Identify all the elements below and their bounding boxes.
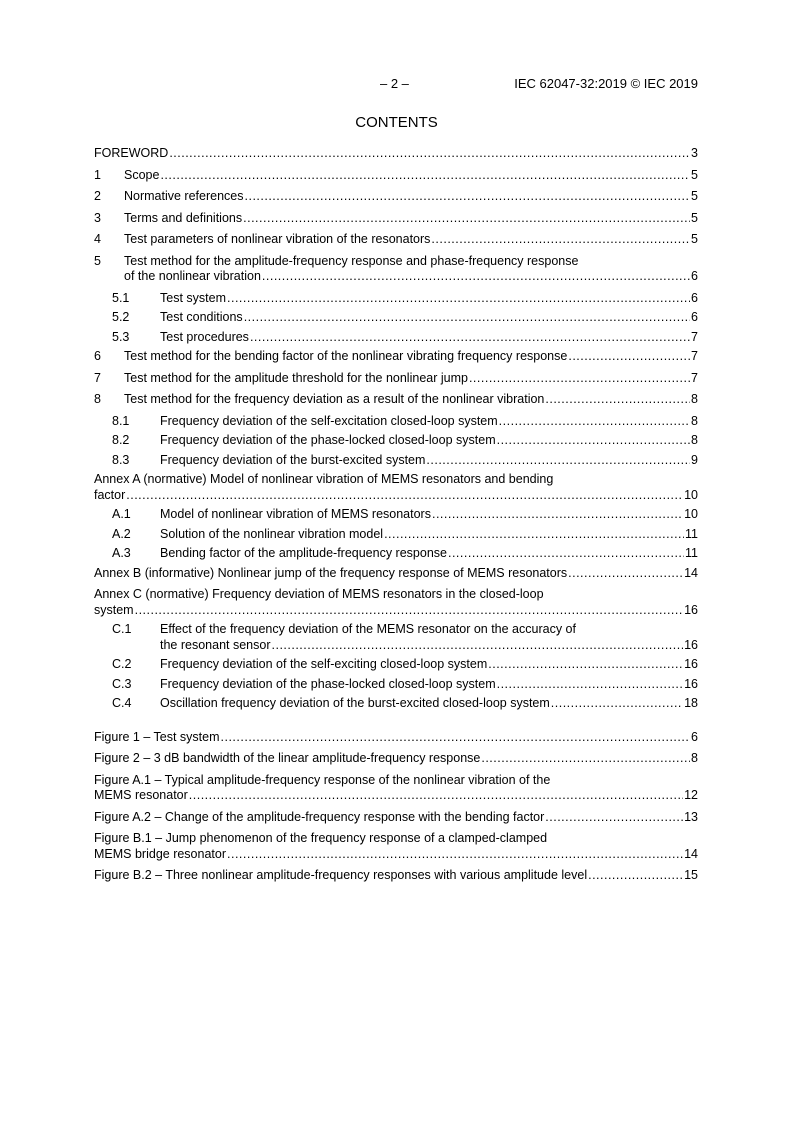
toc-number: C.1 bbox=[112, 622, 132, 636]
table-of-contents bbox=[94, 146, 698, 890]
toc-number: A.1 bbox=[112, 507, 131, 521]
toc-number: 5.1 bbox=[112, 290, 130, 305]
toc-figure-1[interactable]: Figure 1 – Test system ..... 6 bbox=[94, 730, 698, 746]
toc-entry-8-2[interactable]: 8.2 Frequency deviation of the phase-locked closed-loop system ..... 8 bbox=[94, 433, 698, 449]
toc-figure-a-2[interactable]: Figure A.2 – Change of the amplitude-frequency response with the bending factor ..... 13 bbox=[94, 810, 698, 826]
toc-entry-a-1[interactable]: A.1 Model of nonlinear vibration of MEMS resonators ..... 10 bbox=[94, 507, 698, 523]
toc-page: 8 bbox=[691, 751, 698, 765]
toc-figure-a-1[interactable]: Figure A.1 – Typical amplitude-frequency response of the nonlinear vibration of the MEMS resonator ..... 12 bbox=[94, 773, 698, 804]
toc-figure-b-2[interactable]: Figure B.2 – Three nonlinear amplitude-frequency responses with various amplitude level ..... 15 bbox=[94, 868, 698, 884]
toc-page: 8 bbox=[691, 392, 698, 406]
toc-number: 5 bbox=[94, 253, 101, 268]
toc-number: C.4 bbox=[112, 696, 132, 710]
toc-page: 6 bbox=[691, 290, 698, 305]
page-title: CONTENTS bbox=[355, 114, 438, 131]
toc-figure-2[interactable]: Figure 2 – 3 dB bandwidth of the linear amplitude-frequency response ..... 8 bbox=[94, 751, 698, 767]
toc-page: 16 bbox=[684, 676, 698, 691]
toc-number: 3 bbox=[94, 210, 101, 225]
toc-entry-3[interactable]: 3 Terms and definitions ..... 5 bbox=[94, 211, 698, 227]
toc-page: 15 bbox=[684, 868, 698, 882]
toc-page: 7 bbox=[691, 349, 698, 363]
toc-page: 14 bbox=[684, 565, 698, 580]
toc-page: 7 bbox=[691, 329, 698, 344]
toc-number: 5.3 bbox=[112, 329, 130, 344]
toc-page: 16 bbox=[684, 637, 698, 652]
toc-entry-c-2[interactable]: C.2 Frequency deviation of the self-exciting closed-loop system ..... 16 bbox=[94, 657, 698, 673]
toc-page: 11 bbox=[685, 526, 698, 541]
toc-number: 1 bbox=[94, 167, 101, 182]
toc-page: 6 bbox=[691, 310, 698, 324]
toc-number: 2 bbox=[94, 189, 101, 203]
toc-entry-a-2[interactable]: A.2 Solution of the nonlinear vibration model ..... 11 bbox=[94, 527, 698, 543]
toc-page: 11 bbox=[685, 546, 698, 560]
toc-page: 6 bbox=[691, 729, 698, 744]
toc-page: 8 bbox=[691, 433, 698, 447]
toc-number: 8 bbox=[94, 392, 101, 406]
toc-number: 7 bbox=[94, 370, 101, 385]
toc-number: A.3 bbox=[112, 546, 131, 560]
toc-number: 8.3 bbox=[112, 452, 130, 467]
toc-number: 8.2 bbox=[112, 433, 130, 447]
toc-entry-c-4[interactable]: C.4 Oscillation frequency deviation of the burst-excited closed-loop system ..... 18 bbox=[94, 696, 698, 712]
toc-entry-a-3[interactable]: A.3 Bending factor of the amplitude-frequency response ..... 11 bbox=[94, 546, 698, 562]
page-number: – 2 – bbox=[380, 76, 409, 91]
standard-reference: IEC 62047-32:2019 © IEC 2019 bbox=[514, 76, 698, 91]
toc-number: C.3 bbox=[112, 676, 132, 691]
toc-entry-annex-c[interactable]: Annex C (normative) Frequency deviation of MEMS resonators in the closed-loop system ..... 16 bbox=[94, 587, 698, 618]
toc-entry-annex-b[interactable]: Annex B (informative) Nonlinear jump of the frequency response of MEMS resonators ..... 14 bbox=[94, 566, 698, 582]
toc-number: 6 bbox=[94, 349, 101, 363]
toc-number: C.2 bbox=[112, 657, 132, 671]
toc-entry-8-1[interactable]: 8.1 Frequency deviation of the self-excitation closed-loop system ..... 8 bbox=[94, 414, 698, 430]
toc-figure-b-1[interactable]: Figure B.1 – Jump phenomenon of the frequency response of a clamped-clamped MEMS bridge resonator ..... 14 bbox=[94, 831, 698, 862]
toc-number: 5.2 bbox=[112, 310, 130, 324]
toc-entry-4[interactable]: 4 Test parameters of nonlinear vibration of the resonators ..... 5 bbox=[94, 232, 698, 248]
toc-entry-c-1[interactable]: C.1 Effect of the frequency deviation of the MEMS resonator on the accuracy of the resonant sensor ..... 16 bbox=[94, 622, 698, 653]
toc-page: 5 bbox=[691, 189, 698, 203]
toc-page: 7 bbox=[691, 370, 698, 385]
toc-entry-8-3[interactable]: 8.3 Frequency deviation of the burst-excited system ..... 9 bbox=[94, 453, 698, 469]
toc-page: 5 bbox=[691, 232, 698, 246]
toc-page: 5 bbox=[691, 167, 698, 182]
toc-page: 16 bbox=[684, 657, 698, 671]
toc-entry-5-2[interactable]: 5.2 Test conditions ..... 6 bbox=[94, 310, 698, 326]
toc-entry-6[interactable]: 6 Test method for the bending factor of the nonlinear vibrating frequency response ..... 7 bbox=[94, 349, 698, 365]
toc-page: 14 bbox=[684, 846, 698, 861]
toc-page: 18 bbox=[684, 696, 698, 710]
toc-entry-5-3[interactable]: 5.3 Test procedures ..... 7 bbox=[94, 330, 698, 346]
toc-page: 6 bbox=[691, 269, 698, 283]
toc-entry-8[interactable]: 8 Test method for the frequency deviation as a result of the nonlinear vibration ..... 8 bbox=[94, 392, 698, 408]
toc-entry-5[interactable]: 5 Test method for the amplitude-frequency response and phase-frequency response of the nonlinear vibration ..... 6 bbox=[94, 254, 698, 285]
toc-entry-foreword[interactable]: FOREWORD ..... 3 bbox=[94, 146, 698, 162]
toc-page: 12 bbox=[684, 788, 698, 802]
toc-entry-5-1[interactable]: 5.1 Test system ..... 6 bbox=[94, 291, 698, 307]
toc-number: 8.1 bbox=[112, 413, 130, 428]
toc-number: A.2 bbox=[112, 526, 131, 541]
toc-page: 8 bbox=[691, 413, 698, 428]
toc-entry-c-3[interactable]: C.3 Frequency deviation of the phase-locked closed-loop system ..... 16 bbox=[94, 677, 698, 693]
toc-page: 5 bbox=[691, 210, 698, 225]
toc-page: 10 bbox=[684, 507, 698, 521]
toc-entry-annex-a[interactable]: Annex A (normative) Model of nonlinear vibration of MEMS resonators and bending factor ..... 10 bbox=[94, 472, 698, 503]
toc-page: 13 bbox=[684, 809, 698, 824]
toc-entry-1[interactable]: 1 Scope ..... 5 bbox=[94, 168, 698, 184]
toc-page: 3 bbox=[691, 146, 698, 160]
toc-number: 4 bbox=[94, 232, 101, 246]
toc-page: 9 bbox=[691, 452, 698, 467]
toc-page: 16 bbox=[684, 602, 698, 617]
toc-entry-2[interactable]: 2 Normative references ..... 5 bbox=[94, 189, 698, 205]
toc-page: 10 bbox=[684, 487, 698, 502]
toc-entry-7[interactable]: 7 Test method for the amplitude threshold for the nonlinear jump ..... 7 bbox=[94, 371, 698, 387]
